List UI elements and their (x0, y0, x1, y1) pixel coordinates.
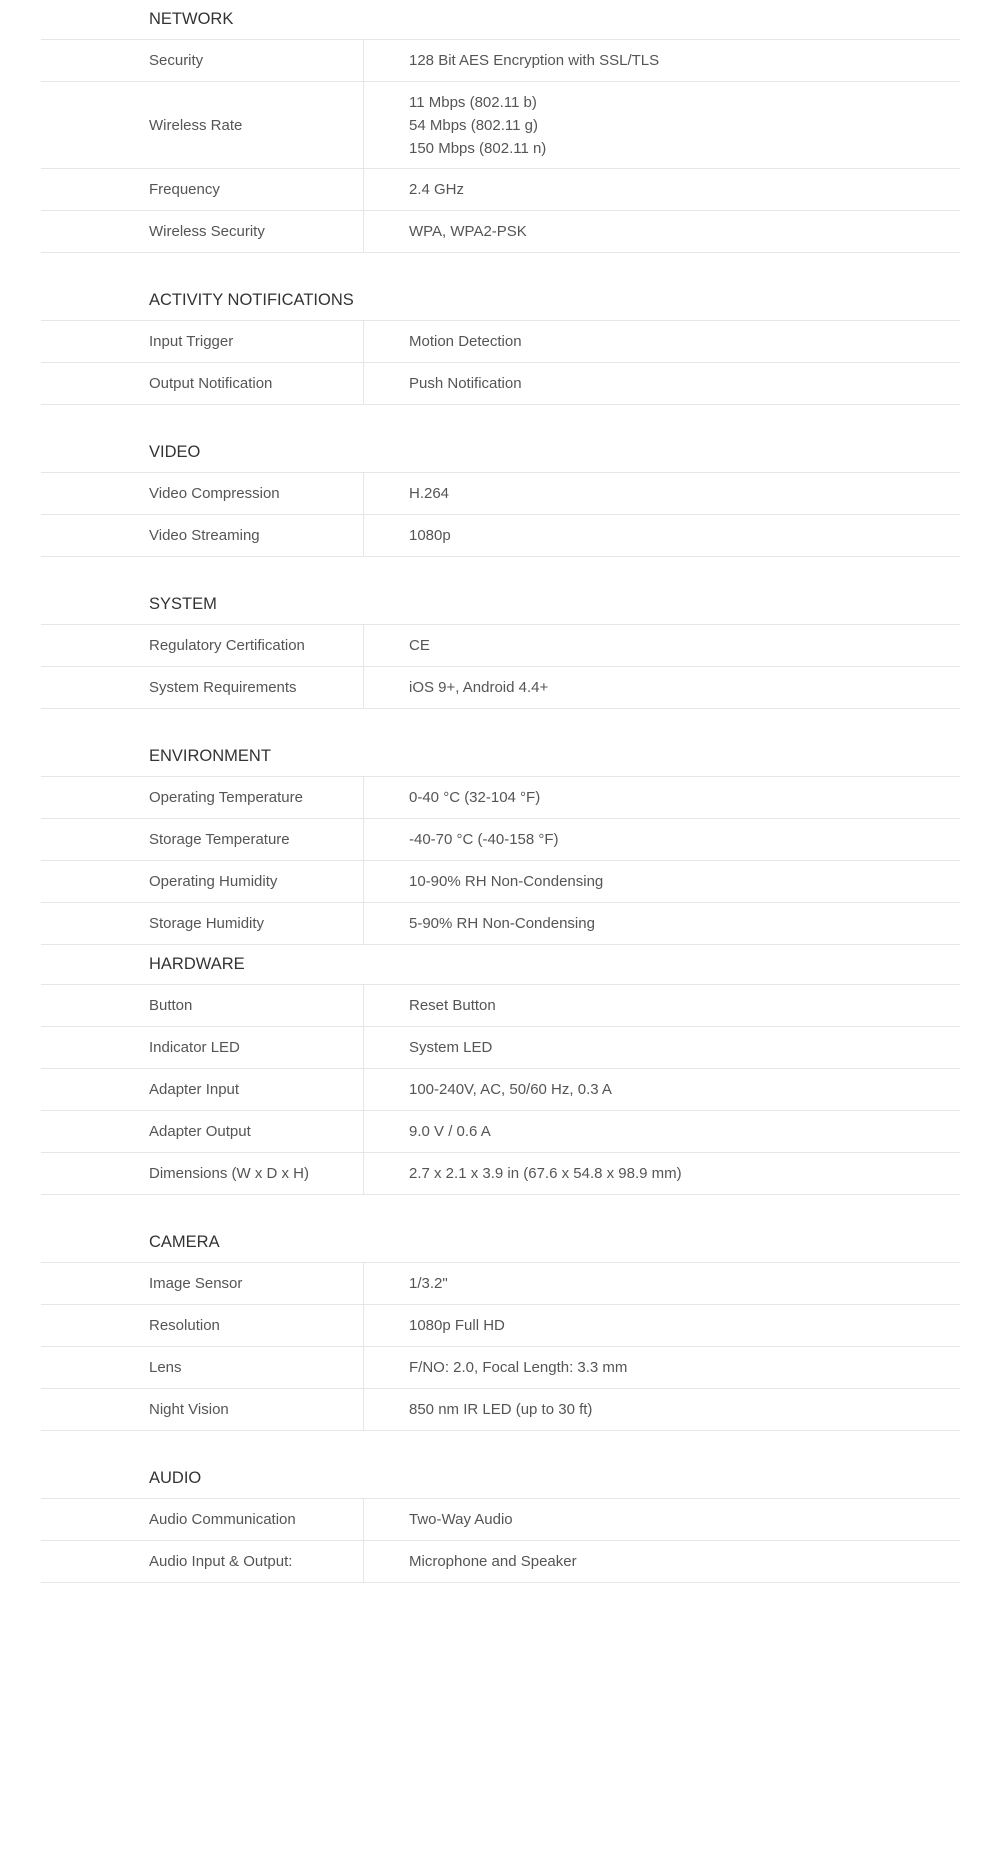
spec-label: Night Vision (41, 1389, 364, 1430)
spec-label: Regulatory Certification (41, 625, 364, 666)
spec-value (364, 777, 960, 818)
spec-value-line: 0-40 °C (32-104 °F) (409, 789, 541, 806)
spec-row (41, 1027, 960, 1069)
spec-label: Dimensions (W x D x H) (41, 1153, 364, 1194)
spec-row (41, 321, 960, 363)
spec-label: Audio Input & Output: (41, 1541, 364, 1582)
spec-value-line: Push Notification (409, 375, 522, 392)
spec-value (364, 861, 960, 902)
spec-row (41, 211, 960, 253)
spec-value-line: Two-Way Audio (409, 1511, 513, 1528)
spec-label: Video Compression (41, 473, 364, 514)
spec-value (364, 1389, 960, 1430)
spec-row (41, 1153, 960, 1195)
spec-row (41, 363, 960, 405)
spec-label: Adapter Output (41, 1111, 364, 1152)
spec-label: System Requirements (41, 667, 364, 708)
spec-value (364, 1305, 960, 1346)
spec-row (41, 169, 960, 211)
spec-value-line: F/NO: 2.0, Focal Length: 3.3 mm (409, 1359, 628, 1376)
spec-value-line: 100-240V, AC, 50/60 Hz, 0.3 A (409, 1081, 612, 1098)
spec-value (364, 819, 960, 860)
spec-label: Storage Humidity (41, 903, 364, 944)
spec-value-line: 11 Mbps (802.11 b) (409, 93, 537, 111)
spec-value-line: 128 Bit AES Encryption with SSL/TLS (409, 52, 660, 69)
spec-value-line: 1080p (409, 527, 451, 544)
spec-row (41, 1347, 960, 1389)
spec-value (364, 1263, 960, 1304)
spec-value (364, 625, 960, 666)
spec-row (41, 667, 960, 709)
spec-label: Indicator LED (41, 1027, 364, 1068)
spec-value-line: CE (409, 637, 430, 654)
spec-value (364, 169, 960, 210)
spec-value-line: Microphone and Speaker (409, 1553, 577, 1570)
section-title: SYSTEM (41, 585, 960, 625)
spec-value (364, 1347, 960, 1388)
spec-label: Wireless Security (41, 211, 364, 252)
spec-value (364, 211, 960, 252)
spec-value (364, 515, 960, 556)
spec-row (41, 1499, 960, 1541)
spec-value (364, 321, 960, 362)
section-title: AUDIO (41, 1459, 960, 1499)
spec-value (364, 1069, 960, 1110)
spec-value-line: Reset Button (409, 997, 496, 1014)
spec-value (364, 82, 960, 168)
section-title: ACTIVITY NOTIFICATIONS (41, 281, 960, 321)
spec-label: Button (41, 985, 364, 1026)
spec-row (41, 1069, 960, 1111)
spec-value-line: 10-90% RH Non-Condensing (409, 873, 604, 890)
spec-label: Output Notification (41, 363, 364, 404)
spec-section (41, 0, 960, 253)
spec-label: Input Trigger (41, 321, 364, 362)
spec-value-line: iOS 9+, Android 4.4+ (409, 679, 549, 696)
spec-row (41, 1305, 960, 1347)
spec-row (41, 515, 960, 557)
spec-table (41, 0, 960, 1583)
spec-value-line: 150 Mbps (802.11 n) (409, 139, 547, 157)
spec-label: Operating Humidity (41, 861, 364, 902)
spec-label: Security (41, 40, 364, 81)
spec-value-line: -40-70 °C (-40-158 °F) (409, 831, 559, 848)
spec-value (364, 985, 960, 1026)
spec-value (364, 1027, 960, 1068)
spec-value (364, 1499, 960, 1540)
spec-section (41, 1223, 960, 1431)
spec-row (41, 1263, 960, 1305)
spec-row (41, 625, 960, 667)
spec-label: Image Sensor (41, 1263, 364, 1304)
spec-label: Audio Communication (41, 1499, 364, 1540)
spec-value-line: 9.0 V / 0.6 A (409, 1123, 491, 1140)
spec-value-line: 2.7 x 2.1 x 3.9 in (67.6 x 54.8 x 98.9 mm) (409, 1165, 682, 1182)
spec-section (41, 585, 960, 709)
spec-label: Adapter Input (41, 1069, 364, 1110)
section-title: ENVIRONMENT (41, 737, 960, 777)
spec-row (41, 861, 960, 903)
spec-section (41, 945, 960, 1195)
spec-value (364, 903, 960, 944)
spec-label: Wireless Rate (41, 82, 364, 168)
spec-value (364, 1111, 960, 1152)
spec-row (41, 40, 960, 82)
spec-value-line: WPA, WPA2-PSK (409, 223, 527, 240)
spec-row (41, 903, 960, 945)
spec-value-line: Motion Detection (409, 333, 522, 350)
spec-label: Video Streaming (41, 515, 364, 556)
spec-label: Operating Temperature (41, 777, 364, 818)
spec-row (41, 1389, 960, 1431)
spec-label: Storage Temperature (41, 819, 364, 860)
spec-value-line: 2.4 GHz (409, 181, 465, 198)
spec-section (41, 1459, 960, 1583)
spec-value (364, 1153, 960, 1194)
spec-value (364, 667, 960, 708)
spec-row (41, 1541, 960, 1583)
spec-value (364, 1541, 960, 1582)
spec-row (41, 82, 960, 169)
spec-value-line: 5-90% RH Non-Condensing (409, 915, 595, 932)
section-title: VIDEO (41, 433, 960, 473)
spec-section (41, 281, 960, 405)
spec-value-line: 850 nm IR LED (up to 30 ft) (409, 1401, 593, 1418)
section-title: NETWORK (41, 0, 960, 40)
spec-value (364, 40, 960, 81)
spec-row (41, 819, 960, 861)
spec-row (41, 985, 960, 1027)
spec-section (41, 433, 960, 557)
spec-value-line: H.264 (409, 485, 450, 502)
spec-label: Resolution (41, 1305, 364, 1346)
spec-value-line: 1080p Full HD (409, 1317, 505, 1334)
spec-section (41, 737, 960, 945)
spec-row (41, 1111, 960, 1153)
section-title: HARDWARE (41, 945, 960, 985)
spec-value-line: 54 Mbps (802.11 g) (409, 116, 538, 134)
spec-value (364, 473, 960, 514)
spec-label: Frequency (41, 169, 364, 210)
spec-row (41, 473, 960, 515)
section-title: CAMERA (41, 1223, 960, 1263)
spec-value-line: System LED (409, 1039, 493, 1056)
spec-value (364, 363, 960, 404)
spec-label: Lens (41, 1347, 364, 1388)
spec-value-line: 1/3.2" (409, 1275, 448, 1292)
spec-row (41, 777, 960, 819)
